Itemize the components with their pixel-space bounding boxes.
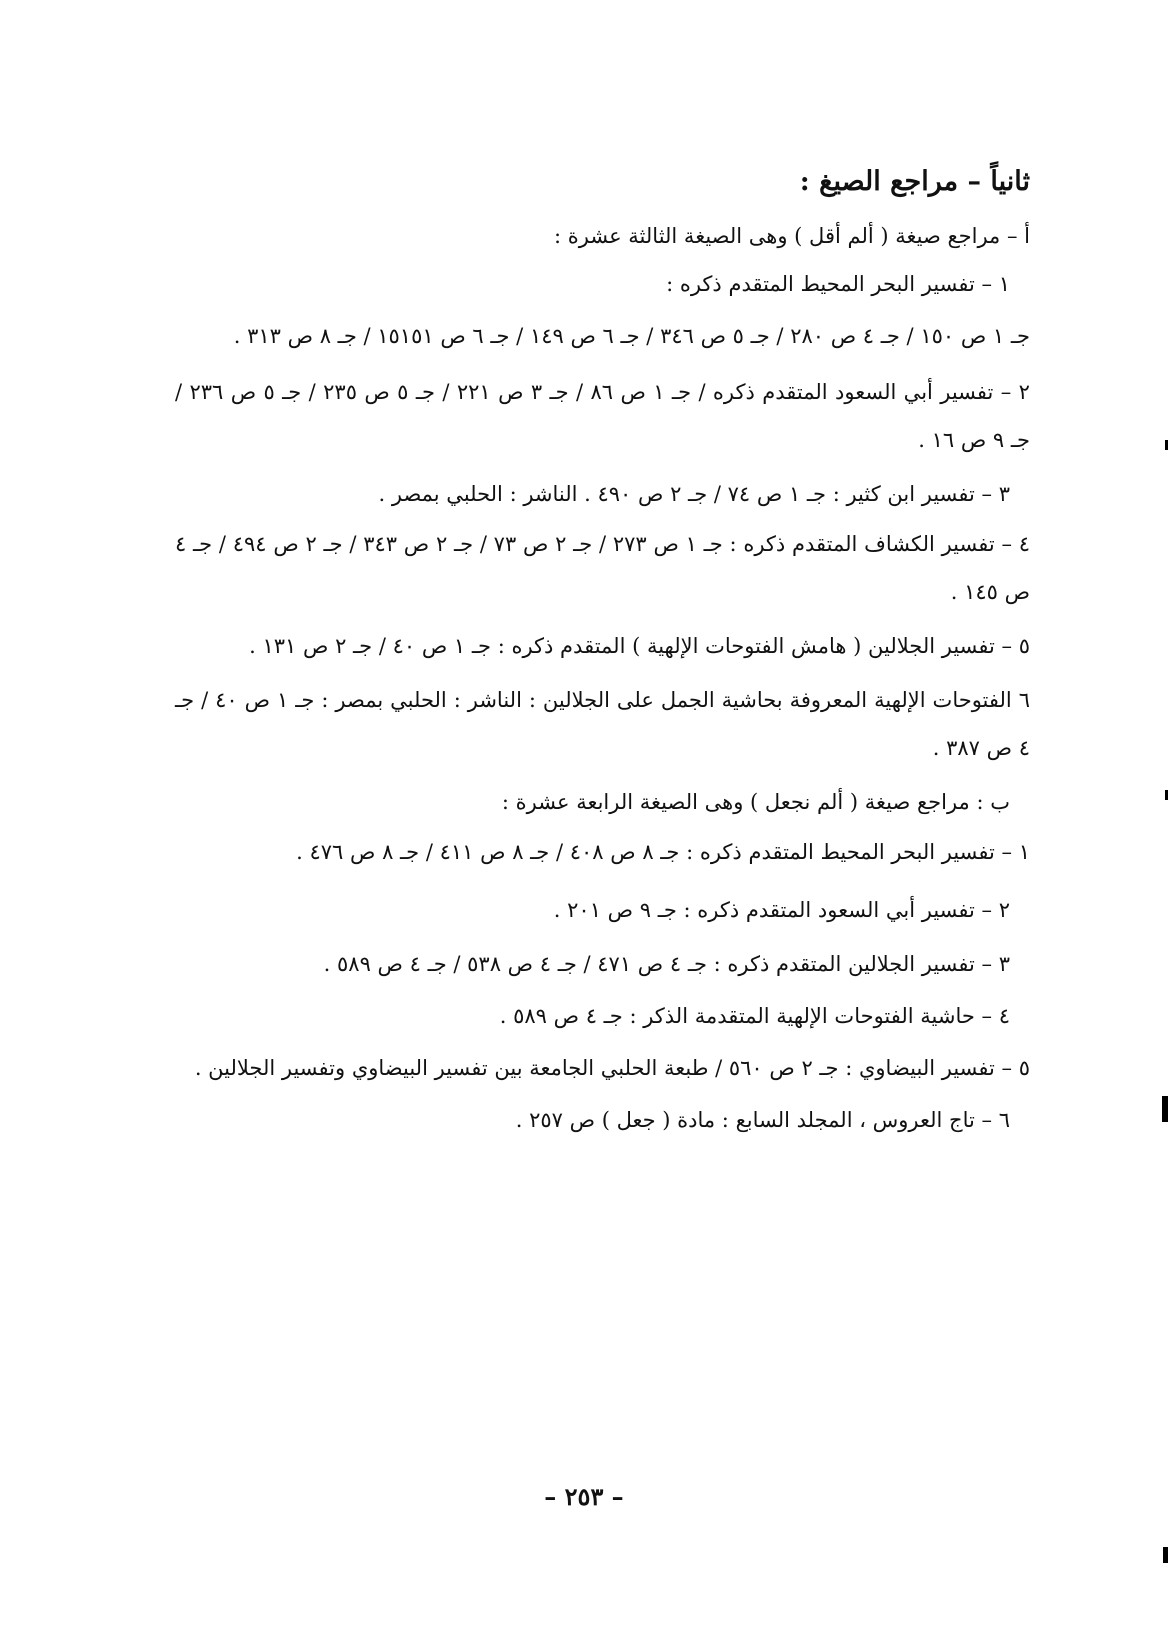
list-item: ٦ – تاج العروس ، المجلد السابع : مادة ( جعل ) ص ٢٥٧ . (515, 1108, 1010, 1132)
list-item: ٥ – تفسير البيضاوي : جـ ٢ ص ٥٦٠ / طبعة الحلبي الجامعة بين تفسير البيضاوي وتفسير الجلالين . (194, 1056, 1030, 1080)
subsection-b-title: ب : مراجع صيغة ( ألم نجعل ) وهى الصيغة الرابعة عشرة : (501, 790, 1010, 814)
list-item: جـ ١ ص ١٥٠ / جـ ٤ ص ٢٨٠ / جـ ٥ ص ٣٤٦ / جـ ٦ ص ١٤٩ / جـ ٦ ص ١٥١٥١ / جـ ٨ ص ٣١٣ . (233, 324, 1030, 348)
list-item: ١ – تفسير البحر المحيط المتقدم ذكره : (666, 272, 1010, 296)
list-item: ٦ الفتوحات الإلهية المعروفة بحاشية الجمل على الجلالين : الناشر : الحلبي بمصر : جـ ١ ص ٤٠ / جـ ٤ ص ٣٨٧ . (175, 688, 1030, 760)
list-item: ٥ – تفسير الجلالين ( هامش الفتوحات الإلهية ) المتقدم ذكره : جـ ١ ص ٤٠ / جـ ٢ ص ١٣١ . (249, 634, 1030, 658)
list-item: ٤ – تفسير الكشاف المتقدم ذكره : جـ ١ ص ٢٧٣ / جـ ٢ ص ٧٣ / جـ ٢ ص ٣٤٣ / جـ ٢ ص ٤٩٤ / جـ ٤ ص ١٤٥ . (175, 532, 1030, 604)
page-number: – ٢٥٣ – (544, 1482, 624, 1511)
scan-edge-mark (1163, 1547, 1168, 1563)
list-item: ١ – تفسير البحر المحيط المتقدم ذكره : جـ ٨ ص ٤٠٨ / جـ ٨ ص ٤١١ / جـ ٨ ص ٤٧٦ . (296, 840, 1030, 864)
list-item: ٢ – تفسير أبي السعود المتقدم ذكره / جـ ١ ص ٨٦ / جـ ٣ ص ٢٢١ / جـ ٥ ص ٢٣٥ / جـ ٥ ص ٢٣٦ / جـ ٩ ص ١٦ . (175, 380, 1030, 452)
list-item: ٤ – حاشية الفتوحات الإلهية المتقدمة الذكر : جـ ٤ ص ٥٨٩ . (499, 1004, 1010, 1028)
list-item: ٢ – تفسير أبي السعود المتقدم ذكره : جـ ٩ ص ٢٠١ . (553, 898, 1010, 922)
subsection-a-title: أ – مراجع صيغة ( ألم أقل ) وهى الصيغة الثالثة عشرة : (554, 224, 1030, 248)
section-heading: ثانياً – مراجع الصيغ : (799, 166, 1030, 197)
list-item: ٣ – تفسير الجلالين المتقدم ذكره : جـ ٤ ص ٤٧١ / جـ ٤ ص ٥٣٨ / جـ ٤ ص ٥٨٩ . (323, 952, 1010, 976)
scan-edge-mark (1162, 1096, 1168, 1122)
list-item: ٣ – تفسير ابن كثير : جـ ١ ص ٧٤ / جـ ٢ ص ٤٩٠ . الناشر : الحلبي بمصر . (378, 482, 1010, 506)
references-body (175, 212, 1030, 1144)
